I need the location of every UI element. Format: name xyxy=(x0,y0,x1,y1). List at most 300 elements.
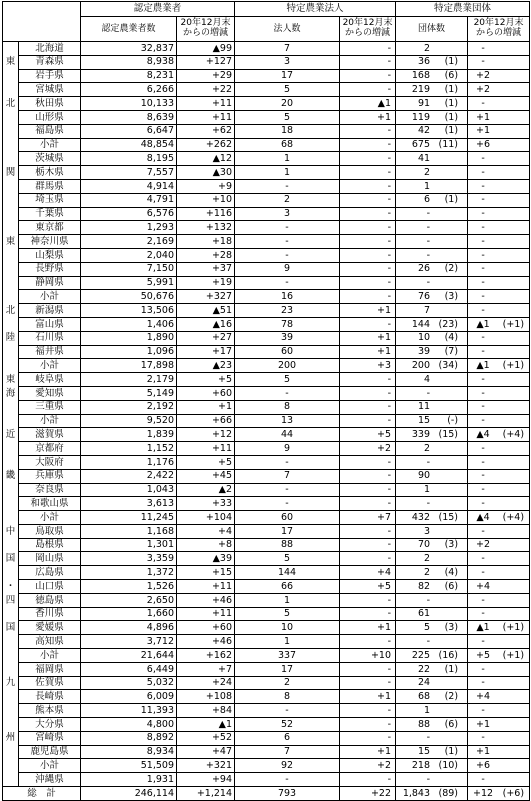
corp-change: - xyxy=(340,731,396,745)
org-change-cell xyxy=(468,400,530,414)
subtotal-row xyxy=(3,759,530,773)
region-label: 中 xyxy=(3,524,19,538)
org-count: 41 xyxy=(417,153,431,165)
table-row xyxy=(3,42,530,56)
org-count: 432 xyxy=(411,511,431,523)
table-row xyxy=(3,552,530,566)
org-count-paren: (11) xyxy=(438,139,459,151)
corp-count: 1 xyxy=(235,635,340,649)
org-change-cell xyxy=(468,442,530,456)
prefecture-name: 新潟県 xyxy=(19,304,81,318)
corp-count: 66 xyxy=(235,580,340,594)
org-count: 2 xyxy=(423,566,431,578)
org-change-cell xyxy=(468,593,530,607)
corp-count: - xyxy=(235,497,340,511)
region-label xyxy=(3,635,19,649)
region-label xyxy=(3,207,19,221)
certified-count: 5,991 xyxy=(81,276,177,290)
certified-count: 48,854 xyxy=(81,138,177,152)
org-count: - xyxy=(426,635,431,647)
certified-change: +108 xyxy=(177,690,235,704)
org-change: +1 xyxy=(476,125,491,137)
region-label xyxy=(3,704,19,718)
org-count-cell xyxy=(396,676,468,690)
certified-change: ▲2 xyxy=(177,483,235,497)
certified-change: +46 xyxy=(177,593,235,607)
prefecture-name: 岡山県 xyxy=(19,552,81,566)
org-change-cell xyxy=(468,317,530,331)
certified-change: ▲1 xyxy=(177,718,235,732)
prefecture-name: 大分県 xyxy=(19,718,81,732)
corp-count: 6 xyxy=(235,731,340,745)
org-count: 225 xyxy=(411,649,431,661)
org-count: 119 xyxy=(411,111,431,123)
org-change-cell xyxy=(468,566,530,580)
certified-count: 6,647 xyxy=(81,124,177,138)
certified-change: +37 xyxy=(177,262,235,276)
corp-count: 7 xyxy=(235,469,340,483)
org-change-cell xyxy=(468,649,530,663)
org-change: - xyxy=(481,42,485,54)
corp-count: 8 xyxy=(235,690,340,704)
certified-count: 2,422 xyxy=(81,469,177,483)
certified-change: +327 xyxy=(177,290,235,304)
certified-count: 4,800 xyxy=(81,718,177,732)
certified-count: 1,152 xyxy=(81,442,177,456)
region-label xyxy=(3,359,19,373)
region-label xyxy=(3,179,19,193)
org-change: - xyxy=(481,56,485,68)
certified-count: 1,293 xyxy=(81,221,177,235)
prefecture-name: 東京都 xyxy=(19,221,81,235)
org-count-cell xyxy=(396,552,468,566)
org-change-cell xyxy=(468,428,530,442)
region-label: 海 xyxy=(3,386,19,400)
corp-change: +2 xyxy=(340,759,396,773)
prefecture-name: 山梨県 xyxy=(19,248,81,262)
certified-count: 8,938 xyxy=(81,55,177,69)
corp-count: 20 xyxy=(235,97,340,111)
corp-count: 5 xyxy=(235,110,340,124)
org-change-cell xyxy=(468,345,530,359)
certified-count: 2,192 xyxy=(81,400,177,414)
table-row xyxy=(3,110,530,124)
corp-change: +1 xyxy=(340,331,396,345)
org-change: - xyxy=(481,594,485,606)
org-change: - xyxy=(481,470,485,482)
org-change-cell xyxy=(468,538,530,552)
prefecture-name: 福岡県 xyxy=(19,662,81,676)
org-count-cell xyxy=(396,179,468,193)
certified-count: 1,301 xyxy=(81,538,177,552)
table-row xyxy=(3,304,530,318)
region-label: 関 xyxy=(3,166,19,180)
org-count-cell xyxy=(396,635,468,649)
org-count: 4 xyxy=(423,373,431,385)
certified-count: 50,676 xyxy=(81,290,177,304)
org-change: +6 xyxy=(476,760,491,772)
org-count-paren: (4) xyxy=(444,566,459,578)
certified-count: 6,449 xyxy=(81,662,177,676)
corp-count: - xyxy=(235,248,340,262)
org-count-cell xyxy=(396,193,468,207)
corp-change: - xyxy=(340,497,396,511)
corp-change: +5 xyxy=(340,428,396,442)
corp-count: 9 xyxy=(235,442,340,456)
org-change: +1 xyxy=(476,718,491,730)
org-count-cell xyxy=(396,124,468,138)
org-count-paren: (3) xyxy=(444,622,459,634)
table-row xyxy=(3,580,530,594)
certified-count: 32,837 xyxy=(81,42,177,56)
group-certified-farmers: 認定農業者 xyxy=(81,2,235,17)
certified-change: +17 xyxy=(177,345,235,359)
org-count-cell xyxy=(396,704,468,718)
org-change-cell xyxy=(468,580,530,594)
corp-count: 92 xyxy=(235,759,340,773)
org-count-cell xyxy=(396,317,468,331)
org-change: +2 xyxy=(476,539,491,551)
prefecture-name: 小計 xyxy=(19,414,81,428)
corp-change: - xyxy=(340,469,396,483)
org-change: - xyxy=(481,484,485,496)
org-change-cell xyxy=(468,235,530,249)
org-count: 339 xyxy=(411,428,431,440)
corp-count: 39 xyxy=(235,331,340,345)
prefecture-name: 熊本県 xyxy=(19,704,81,718)
region-label xyxy=(3,138,19,152)
org-count: - xyxy=(426,732,431,744)
org-count-cell xyxy=(396,442,468,456)
corp-change: - xyxy=(340,138,396,152)
region-label: 東 xyxy=(3,373,19,387)
subtotal-row xyxy=(3,649,530,663)
org-change-cell xyxy=(468,414,530,428)
certified-count: 6,009 xyxy=(81,690,177,704)
corp-count: 3 xyxy=(235,55,340,69)
certified-change: +11 xyxy=(177,607,235,621)
org-change: - xyxy=(481,456,485,468)
prefecture-name: 栃木県 xyxy=(19,166,81,180)
corp-change: - xyxy=(340,400,396,414)
corp-change: +2 xyxy=(340,442,396,456)
org-count: 88 xyxy=(417,718,431,730)
corp-change: +10 xyxy=(340,649,396,663)
certified-change: +52 xyxy=(177,731,235,745)
org-change: ▲1 xyxy=(476,318,490,330)
prefecture-name: 岩手県 xyxy=(19,69,81,83)
org-count-cell xyxy=(396,497,468,511)
org-count: 1 xyxy=(423,180,431,192)
certified-count: 4,896 xyxy=(81,621,177,635)
org-count-cell xyxy=(396,649,468,663)
org-count-paren: (1) xyxy=(444,746,459,758)
corp-count: 200 xyxy=(235,359,340,373)
corp-count: 5 xyxy=(235,552,340,566)
table-row xyxy=(3,442,530,456)
org-change: - xyxy=(481,553,485,565)
certified-change: +104 xyxy=(177,511,235,525)
certified-change: +5 xyxy=(177,373,235,387)
org-change: - xyxy=(481,277,485,289)
certified-count: 4,791 xyxy=(81,193,177,207)
region-label xyxy=(3,483,19,497)
group-specified-corporations: 特定農業法人 xyxy=(235,2,396,17)
region-label xyxy=(3,276,19,290)
certified-change: ▲39 xyxy=(177,552,235,566)
org-count-paren: (15) xyxy=(438,428,459,440)
corp-change: +1 xyxy=(340,304,396,318)
corp-count: - xyxy=(235,704,340,718)
org-change-cell xyxy=(468,221,530,235)
org-change: ▲4 xyxy=(476,428,490,440)
certified-change: +12 xyxy=(177,428,235,442)
region-label xyxy=(3,649,19,663)
certified-count: 7,557 xyxy=(81,166,177,180)
region-label xyxy=(3,662,19,676)
org-count-paren: (34) xyxy=(438,359,459,371)
table-row xyxy=(3,124,530,138)
org-count: 24 xyxy=(417,677,431,689)
prefecture-name: 青森県 xyxy=(19,55,81,69)
org-count-paren: (3) xyxy=(444,539,459,551)
corp-count: - xyxy=(235,179,340,193)
corp-count: 23 xyxy=(235,304,340,318)
org-change-cell xyxy=(468,745,530,759)
org-change: +5 xyxy=(476,649,491,661)
org-count-paren: (16) xyxy=(438,649,459,661)
region-label xyxy=(3,497,19,511)
prefecture-name: 石川県 xyxy=(19,331,81,345)
certified-change: +116 xyxy=(177,207,235,221)
corp-change: - xyxy=(340,276,396,290)
org-change: ▲1 xyxy=(476,622,490,634)
org-change: - xyxy=(481,497,485,509)
org-change-cell xyxy=(468,787,530,801)
corp-change: - xyxy=(340,152,396,166)
org-change-cell xyxy=(468,386,530,400)
certified-change: +15 xyxy=(177,566,235,580)
certified-change: ▲99 xyxy=(177,42,235,56)
prefecture-name: 宮崎県 xyxy=(19,731,81,745)
prefecture-name: 小計 xyxy=(19,759,81,773)
prefecture-name: 沖縄県 xyxy=(19,773,81,787)
prefecture-name: 茨城県 xyxy=(19,152,81,166)
region-label xyxy=(3,511,19,525)
org-count-cell xyxy=(396,621,468,635)
region-label xyxy=(3,759,19,773)
table-row xyxy=(3,704,530,718)
table-row xyxy=(3,635,530,649)
prefecture-name: 富山県 xyxy=(19,317,81,331)
org-change: - xyxy=(481,332,485,344)
org-change: +2 xyxy=(476,70,491,82)
prefecture-name: 福井県 xyxy=(19,345,81,359)
certified-change: +45 xyxy=(177,469,235,483)
org-count-cell xyxy=(396,42,468,56)
org-count-paren: (1) xyxy=(444,194,459,206)
col-certified-change: 20年12月末からの増減 xyxy=(177,17,235,42)
org-change: +12 xyxy=(473,787,494,799)
org-change-cell xyxy=(468,97,530,111)
certified-count: 8,934 xyxy=(81,745,177,759)
region-label xyxy=(3,442,19,456)
org-count: 144 xyxy=(411,318,431,330)
prefecture-name: 徳島県 xyxy=(19,593,81,607)
certified-change: +262 xyxy=(177,138,235,152)
prefecture-name: 愛媛県 xyxy=(19,621,81,635)
certified-change: +24 xyxy=(177,676,235,690)
org-change: - xyxy=(481,249,485,261)
org-change-cell xyxy=(468,331,530,345)
certified-count: 51,509 xyxy=(81,759,177,773)
region-label: 北 xyxy=(3,97,19,111)
org-change-cell xyxy=(468,179,530,193)
region-label xyxy=(3,345,19,359)
certified-change: +9 xyxy=(177,179,235,193)
org-change-cell xyxy=(468,42,530,56)
org-count: 26 xyxy=(417,263,431,275)
corp-count: 10 xyxy=(235,621,340,635)
region-label xyxy=(3,745,19,759)
table-row xyxy=(3,276,530,290)
certified-change: +94 xyxy=(177,773,235,787)
corp-count: 3 xyxy=(235,207,340,221)
total-corp-change: +22 xyxy=(340,787,396,801)
certified-count: 11,245 xyxy=(81,511,177,525)
org-change: - xyxy=(481,263,485,275)
org-change-cell xyxy=(468,552,530,566)
corp-change: - xyxy=(340,414,396,428)
certified-change: +7 xyxy=(177,662,235,676)
org-count-cell xyxy=(396,580,468,594)
table-row xyxy=(3,745,530,759)
org-change-cell xyxy=(468,607,530,621)
certified-count: 17,898 xyxy=(81,359,177,373)
org-count: 219 xyxy=(411,84,431,96)
table-row xyxy=(3,331,530,345)
org-change-cell xyxy=(468,497,530,511)
prefecture-name: 佐賀県 xyxy=(19,676,81,690)
corp-count: - xyxy=(235,773,340,787)
table-row xyxy=(3,207,530,221)
org-count-cell xyxy=(396,428,468,442)
corp-count: 144 xyxy=(235,566,340,580)
certified-count: 8,892 xyxy=(81,731,177,745)
org-change: - xyxy=(481,194,485,206)
subtotal-row xyxy=(3,290,530,304)
org-change-cell xyxy=(468,83,530,97)
org-change-cell xyxy=(468,483,530,497)
prefecture-name: 小計 xyxy=(19,511,81,525)
org-count-paren: (3) xyxy=(444,290,459,302)
prefecture-name: 香川県 xyxy=(19,607,81,621)
org-change-cell xyxy=(468,262,530,276)
table-row xyxy=(3,497,530,511)
certified-count: 1,839 xyxy=(81,428,177,442)
table-row xyxy=(3,97,530,111)
certified-change: +321 xyxy=(177,759,235,773)
corp-change: - xyxy=(340,386,396,400)
table-row xyxy=(3,524,530,538)
org-change-cell xyxy=(468,248,530,262)
org-count: 2 xyxy=(423,42,431,54)
table-row xyxy=(3,248,530,262)
certified-count: 6,266 xyxy=(81,83,177,97)
prefecture-name: 小計 xyxy=(19,290,81,304)
org-change-cell xyxy=(468,718,530,732)
org-count: 6 xyxy=(423,194,431,206)
corp-count: - xyxy=(235,276,340,290)
org-change-cell xyxy=(468,373,530,387)
table-row xyxy=(3,193,530,207)
corp-count: 88 xyxy=(235,538,340,552)
corp-count: - xyxy=(235,455,340,469)
org-count-cell xyxy=(396,359,468,373)
org-change-cell xyxy=(468,193,530,207)
org-count-cell xyxy=(396,538,468,552)
certified-change: +4 xyxy=(177,524,235,538)
certified-change: +60 xyxy=(177,386,235,400)
org-change: - xyxy=(481,525,485,537)
table-row xyxy=(3,345,530,359)
prefecture-name: 埼玉県 xyxy=(19,193,81,207)
org-count-cell xyxy=(396,690,468,704)
region-label xyxy=(3,248,19,262)
org-count-cell xyxy=(396,414,468,428)
corp-count: 7 xyxy=(235,745,340,759)
table-row xyxy=(3,83,530,97)
org-count-cell xyxy=(396,373,468,387)
org-change-cell xyxy=(468,124,530,138)
certified-change: +66 xyxy=(177,414,235,428)
org-change: ▲1 xyxy=(476,359,490,371)
region-label xyxy=(3,455,19,469)
table-row xyxy=(3,483,530,497)
org-count: 10 xyxy=(417,332,431,344)
prefecture-name: 和歌山県 xyxy=(19,497,81,511)
org-count: 1 xyxy=(423,484,431,496)
org-count-cell xyxy=(396,386,468,400)
corp-count: - xyxy=(235,386,340,400)
region-label xyxy=(3,42,19,56)
certified-count: 8,231 xyxy=(81,69,177,83)
table-row xyxy=(3,469,530,483)
table-row xyxy=(3,455,530,469)
certified-change: +18 xyxy=(177,235,235,249)
org-count-cell xyxy=(396,400,468,414)
org-count-cell xyxy=(396,566,468,580)
org-count: 15 xyxy=(417,415,431,427)
certified-change: +127 xyxy=(177,55,235,69)
org-count-cell xyxy=(396,511,468,525)
certified-change: +29 xyxy=(177,69,235,83)
org-count: 22 xyxy=(417,663,431,675)
org-count-cell xyxy=(396,483,468,497)
corp-count: - xyxy=(235,221,340,235)
corp-count: 13 xyxy=(235,414,340,428)
corp-change: - xyxy=(340,207,396,221)
corp-change: - xyxy=(340,83,396,97)
table-row xyxy=(3,69,530,83)
org-change: - xyxy=(481,415,485,427)
certified-count: 1,096 xyxy=(81,345,177,359)
prefecture-name: 山形県 xyxy=(19,110,81,124)
org-change: - xyxy=(481,401,485,413)
org-count: 7 xyxy=(423,304,431,316)
certified-count: 11,393 xyxy=(81,704,177,718)
corp-count: 7 xyxy=(235,42,340,56)
